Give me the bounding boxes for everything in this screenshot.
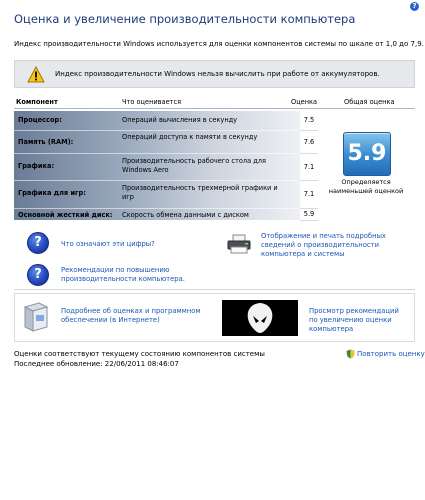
header-what: Что оценивается: [122, 98, 182, 106]
what-numbers-link[interactable]: Что означают эти цифры?: [61, 240, 155, 248]
score-graphics: 7.1: [300, 154, 318, 181]
intro-text: Индекс производительности Windows используется для оценки компонентов системы по шкале от 1,0 до 7,9.: [14, 40, 424, 48]
shield-icon: [346, 349, 355, 359]
alienware-logo-icon[interactable]: [222, 300, 298, 336]
status-text: Оценки соответствуют текущему состоянию компонентов системы: [14, 350, 265, 358]
section-divider: [14, 289, 415, 290]
score-cpu: 7.5: [300, 111, 318, 131]
row-desc-disk: Скорость обмена данными с диском: [122, 211, 249, 219]
rerun-assessment-link[interactable]: Повторить оценку: [357, 350, 425, 358]
help-question-icon[interactable]: ?: [27, 232, 49, 254]
learn-more-link[interactable]: Подробнее об оценках и программном обеспечении (в Интернете): [61, 307, 201, 324]
tips-question-icon[interactable]: ?: [27, 264, 49, 286]
tips-link[interactable]: Рекомендации по повышению производительности компьютера.: [61, 266, 185, 283]
score-gaming-graphics: 7.1: [300, 181, 318, 209]
score-memory: 7.6: [300, 131, 318, 154]
row-label-graphics: Графика:: [18, 162, 55, 170]
help-icon[interactable]: ?: [410, 2, 419, 11]
header-overall: Общая оценка: [344, 98, 395, 106]
row-label-disk: Основной жесткий диск:: [18, 211, 113, 219]
view-recommendations-link[interactable]: Просмотр рекомендаций по увеличению оценки компьютера: [309, 307, 399, 333]
battery-warning-banner: [14, 60, 415, 88]
warning-text: Индекс производительности Windows нельзя вычислить при работе от аккумуляторов.: [55, 70, 380, 78]
overall-score-caption: Определяется наименьшей оценкой: [328, 178, 404, 195]
score-disk: 5.9: [300, 209, 318, 221]
last-update-text: Последнее обновление: 22/06/2011 08:46:07: [14, 360, 179, 368]
header-component: Компонент: [16, 98, 58, 106]
row-desc-gaming-graphics: Производительность трехмерной графики и игр: [122, 184, 278, 201]
row-desc-graphics: Производительность рабочего стола для Windows Aero: [122, 157, 266, 174]
row-desc-cpu: Операций вычисления в секунду: [122, 116, 238, 124]
software-box-icon[interactable]: [21, 301, 49, 333]
row-label-gaming-graphics: Графика для игр:: [18, 189, 86, 197]
printer-icon[interactable]: [226, 234, 252, 254]
header-score: Оценка: [291, 98, 318, 106]
row-divider: [14, 130, 300, 131]
row-divider: [14, 180, 300, 181]
warning-icon: [27, 66, 45, 83]
page-title: Оценка и увеличение производительности компьютера: [14, 12, 356, 26]
row-divider: [14, 208, 300, 209]
row-divider: [14, 153, 300, 154]
header-divider: [14, 108, 415, 109]
print-details-link[interactable]: Отображение и печать подробных сведений о производительности компьютера и системы: [261, 232, 386, 258]
overall-score-badge: 5.9: [343, 132, 391, 176]
row-desc-memory: Операций доступа к памяти в секунду: [122, 133, 258, 141]
row-label-memory: Память (RAM):: [18, 138, 74, 146]
row-label-cpu: Процессор:: [18, 116, 62, 124]
